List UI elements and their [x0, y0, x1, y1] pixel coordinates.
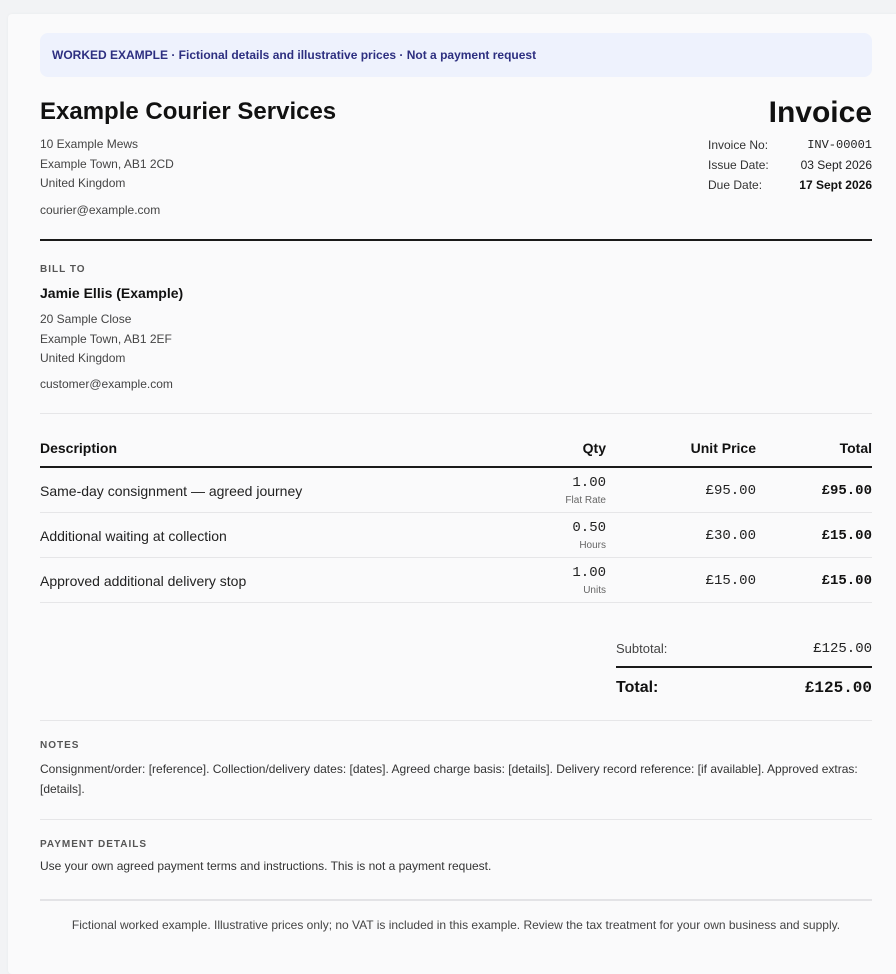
row-qty: [572, 565, 606, 596]
invoice-number: INV-00001: [807, 138, 872, 152]
invoice-page: [8, 14, 896, 974]
row-unit-price: £15.00: [705, 573, 756, 589]
notes-label: NOTES: [40, 740, 80, 751]
row-qty-unit: Units: [583, 585, 606, 596]
total-divider: [616, 666, 872, 668]
due-date-row: [708, 175, 872, 195]
table-row: [40, 513, 872, 558]
issue-date-label: Issue Date:: [708, 158, 769, 172]
customer-address-line-3: United Kingdom: [40, 351, 126, 365]
invoice-number-row: [708, 135, 872, 155]
row-qty-unit: Hours: [579, 540, 606, 551]
due-date: 17 Sept 2026: [799, 178, 872, 192]
invoice-meta: [708, 135, 872, 195]
total-label: Total:: [616, 679, 659, 696]
issue-date: 03 Sept 2026: [800, 158, 872, 172]
row-unit-price: £30.00: [705, 528, 756, 544]
table-row: [40, 468, 872, 513]
row-description: Approved additional delivery stop: [40, 573, 247, 589]
row-description: Same-day consignment — agreed journey: [40, 483, 303, 499]
due-date-label: Due Date:: [708, 178, 763, 192]
row-total: £15.00: [821, 573, 872, 589]
totals-divider: [40, 720, 872, 721]
bill-to-label: BILL TO: [40, 264, 86, 275]
header-unit-price: Unit Price: [690, 440, 756, 456]
row-description: Additional waiting at collection: [40, 528, 227, 544]
payment-details-text: Use your own agreed payment terms and instructions. This is not a payment request.: [40, 859, 492, 873]
row-qty-unit: Flat Rate: [565, 495, 606, 506]
customer-email: customer@example.com: [40, 377, 173, 391]
subtotal-value: £125.00: [813, 641, 872, 657]
issue-date-row: [708, 155, 872, 175]
customer-name: Jamie Ellis (Example): [40, 285, 184, 301]
row-qty-value: 0.50: [572, 520, 606, 536]
bill-to-divider: [40, 413, 872, 414]
total-value: £125.00: [804, 679, 872, 697]
customer-address-line-1: 20 Sample Close: [40, 312, 132, 326]
row-total: £15.00: [821, 528, 872, 544]
company-name: Example Courier Services: [40, 98, 337, 125]
notes-divider: [40, 819, 872, 820]
customer-address-line-2: Example Town, AB1 2EF: [40, 332, 172, 346]
company-address-line-3: United Kingdom: [40, 176, 126, 190]
header-total: Total: [839, 440, 872, 456]
invoice-number-label: Invoice No:: [708, 138, 769, 152]
header-qty: Qty: [582, 440, 606, 456]
row-qty-value: 1.00: [572, 475, 606, 491]
subtotal-label: Subtotal:: [616, 641, 668, 656]
row-qty: [565, 475, 606, 506]
row-qty: [572, 520, 606, 551]
header-description: Description: [40, 440, 118, 456]
company-email: courier@example.com: [40, 203, 161, 217]
table-row: [40, 558, 872, 603]
company-address-line-1: 10 Example Mews: [40, 137, 139, 151]
row-qty-value: 1.00: [572, 565, 606, 581]
company-address-line-2: Example Town, AB1 2CD: [40, 157, 174, 171]
worked-example-banner: WORKED EXAMPLE · Fictional details and illustrative prices · Not a payment request: [40, 33, 872, 77]
row-unit-price: £95.00: [705, 483, 756, 499]
header-divider: [40, 239, 872, 241]
payment-details-label: PAYMENT DETAILS: [40, 839, 148, 850]
footer-disclaimer: Fictional worked example. Illustrative prices only; no VAT is included in this example. Review the tax treatment for your own business and supply.: [71, 918, 841, 932]
row-total: £95.00: [821, 483, 872, 499]
notes-text: Consignment/order: [reference]. Collection/delivery dates: [dates]. Agreed charge basis: [details]. Delivery record reference: [if available]. Approved extras: [details].: [40, 762, 858, 796]
footer-divider: [40, 899, 872, 901]
invoice-title: Invoice: [768, 96, 872, 129]
